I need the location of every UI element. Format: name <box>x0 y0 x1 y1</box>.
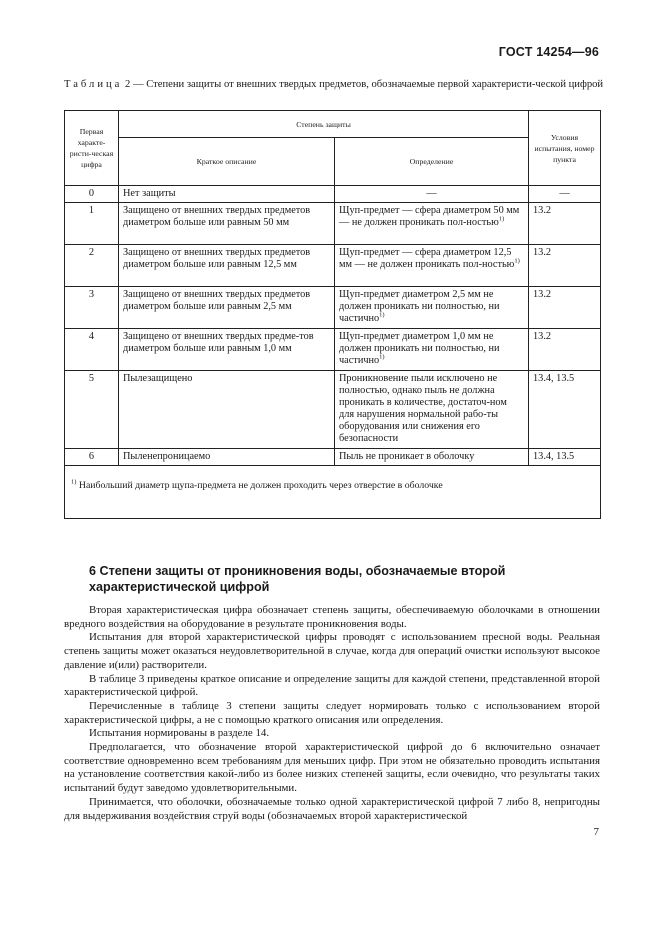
paragraph: Испытания для второй характеристической цифры проводят с использованием пресной воды. Реальная степень защиты может оказаться неудовлетворительной в случае, когда для операций очистки используют высокое давление и(или) растворители. <box>64 631 600 671</box>
definition-text: Щуп-предмет диаметром 1,0 мм не должен проникать ни полностью, ни частично <box>339 331 500 366</box>
definition-text: Щуп-предмет — сфера диаметром 12,5 мм — не должен проникать пол-ностью <box>339 247 515 270</box>
cell-definition: — <box>335 186 529 203</box>
cell-digit: 0 <box>65 186 119 203</box>
cell-brief: Пылезащищено <box>119 371 335 449</box>
table-row <box>65 203 601 245</box>
cell-digit: 3 <box>65 287 119 329</box>
cell-brief: Защищено от внешних твердых предметов диаметром больше или равным 2,5 мм <box>119 287 335 329</box>
paragraph: В таблице 3 приведены краткое описание и определение защиты для каждой степени, представленной второй характеристической цифрой. <box>64 672 600 699</box>
cell-brief: Защищено от внешних твердых предметов диаметром больше или равным 12,5 мм <box>119 245 335 287</box>
paragraph: Испытания нормированы в разделе 14. <box>89 727 270 740</box>
cell-digit: 5 <box>65 371 119 449</box>
cell-conditions: 13.2 <box>529 287 601 329</box>
cell-brief: Защищено от внешних твердых предме-тов диаметром больше или равным 1,0 мм <box>119 329 335 371</box>
protection-table <box>64 110 601 519</box>
cell-definition <box>335 287 529 329</box>
caption-number: 2 <box>125 79 131 90</box>
table-caption <box>64 78 604 91</box>
footnote-ref: 1) <box>498 215 505 223</box>
cell-brief: Нет защиты <box>119 186 335 203</box>
footnote-ref: 1) <box>514 257 520 265</box>
header-digit: Первая характе-ристи-ческая цифра <box>65 111 119 186</box>
cell-conditions: 13.4, 13.5 <box>529 371 601 449</box>
caption-text: — Степени защиты от внешних твердых предметов, обозначаемые первой характеристи-ческой цифрой <box>132 79 604 90</box>
footnote-text: Наибольший диаметр щупа-предмета не должен проходить через отверстие в оболочке <box>78 480 443 491</box>
footnote-ref: 1) <box>379 353 385 361</box>
footnote-ref: 1) <box>379 311 385 319</box>
header-conditions: Условия испытания, номер пункта <box>529 111 601 186</box>
paragraph: Вторая характеристическая цифра обозначает степень защиты, обеспечиваемую оболочками в отношении вредного воздействия на оборудование в результате проникновения воды. <box>64 604 600 630</box>
footnote-mark: 1) <box>71 478 77 486</box>
table-row <box>65 287 601 329</box>
cell-brief: Пыленепроницаемо <box>119 449 335 466</box>
definition-text: Щуп-предмет — сфера диаметром 50 мм — не должен проникать пол-ностью <box>339 205 520 228</box>
cell-digit: 2 <box>65 245 119 287</box>
cell-definition: Пыль не проникает в оболочку <box>335 449 529 466</box>
table-row <box>65 245 601 287</box>
table-row <box>65 329 601 371</box>
definition-text: Щуп-предмет диаметром 2,5 мм не должен проникать ни полностью, ни частично <box>339 289 500 324</box>
document-id: ГОСТ 14254—96 <box>498 45 599 59</box>
cell-conditions: 13.2 <box>529 203 601 245</box>
table-row <box>65 371 601 449</box>
cell-brief: Защищено от внешних твердых предметов диаметром больше или равным 50 мм <box>119 203 335 245</box>
cell-definition <box>335 329 529 371</box>
header-protection: Степень защиты <box>119 111 529 138</box>
cell-conditions: 13.4, 13.5 <box>529 449 601 466</box>
table-row <box>65 186 601 203</box>
page-number: 7 <box>593 826 599 838</box>
table-row <box>65 449 601 466</box>
cell-definition: Проникновение пыли исключено не полностью, однако пыль не должна проникать в количестве, достаточ-ном для нарушения нормальной рабо-ты оборудования или снижения его безопасности <box>335 371 529 449</box>
paragraph: Перечисленные в таблице 3 степени защиты следует нормировать только с использованием второй характеристической цифры, а не с помощью краткого описания или определения. <box>64 699 600 726</box>
header-brief: Краткое описание <box>119 138 335 186</box>
cell-conditions: — <box>529 186 601 203</box>
table-footnote-row <box>65 466 601 519</box>
caption-label: Таблица <box>64 79 123 90</box>
paragraph: Предполагается, что обозначение второй характеристической цифрой до 6 включительно означает соответствие одновременно всем требованиям для меньших цифр. При этом не обязательно проводить испытания на установление соответствия какой-либо из более низких степеней защиты, если очевидно, что результаты таких испытаний будут заведомо удовлетворительными. <box>64 741 600 795</box>
cell-conditions: 13.2 <box>529 329 601 371</box>
cell-digit: 1 <box>65 203 119 245</box>
cell-digit: 4 <box>65 329 119 371</box>
paragraph: Принимается, что оболочки, обозначаемые только одной характеристической цифрой 7 либо 8, непригодны для выдерживания воздействия струй воды (обозначаемых второй характеристической <box>64 795 600 822</box>
cell-digit: 6 <box>65 449 119 466</box>
table-footnote <box>65 466 601 519</box>
cell-conditions: 13.2 <box>529 245 601 287</box>
section-body <box>64 604 600 823</box>
header-definition: Определение <box>335 138 529 186</box>
cell-definition <box>335 203 529 245</box>
section-heading: 6 Степени защиты от проникновения воды, обозначаемые второй характеристической цифрой <box>89 564 506 594</box>
cell-definition <box>335 245 529 287</box>
